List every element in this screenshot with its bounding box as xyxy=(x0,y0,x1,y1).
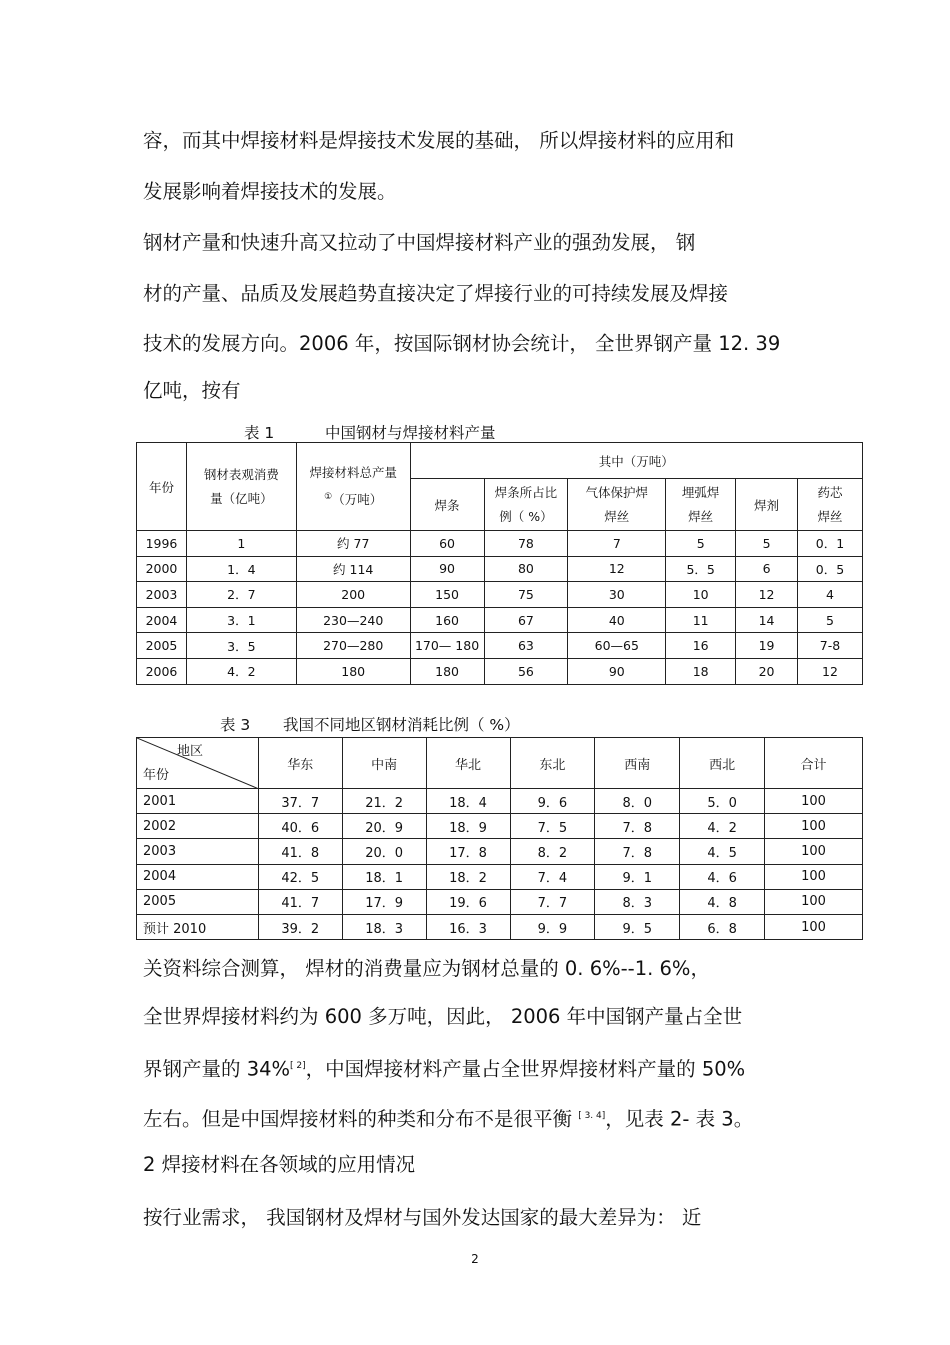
table1-subheader: 焊条 xyxy=(410,479,484,531)
table-row xyxy=(137,556,863,582)
table1-cell: 2004 xyxy=(137,607,187,633)
table1-cell: 270—280 xyxy=(296,633,410,659)
table3-cell: 100 xyxy=(765,839,863,864)
table1-cell: 19 xyxy=(736,633,798,659)
table3-cell: 4．8 xyxy=(680,889,765,914)
table1-cell: 约 77 xyxy=(296,531,410,557)
table1-cell: 1 xyxy=(186,531,296,557)
table-row xyxy=(137,531,863,557)
table1-cell: 150 xyxy=(410,582,484,608)
table3-cell: 37．7 xyxy=(258,789,342,814)
table1-cell: 2006 xyxy=(137,658,187,684)
table1-cell: 12 xyxy=(798,658,863,684)
table3-col-header: 东北 xyxy=(510,738,595,789)
table1-header-steel: 钢材表观消费量（亿吨） xyxy=(186,443,296,531)
table3-cell: 19．6 xyxy=(426,889,510,914)
table1-cell: 63 xyxy=(484,633,568,659)
table1-cell: 11 xyxy=(666,607,736,633)
table3-cell: 9．1 xyxy=(595,864,680,889)
table1-cell: 0．1 xyxy=(798,531,863,557)
table1-cell: 2．7 xyxy=(186,582,296,608)
table3-cell: 20．9 xyxy=(342,814,426,839)
table-row xyxy=(137,607,863,633)
table3-col-header: 合计 xyxy=(765,738,863,789)
table1-subheader: 埋弧焊焊丝 xyxy=(666,479,736,531)
table3-caption-title: 我国不同地区钢材消耗比例（ %） xyxy=(283,716,520,734)
table1-cell: 5 xyxy=(666,531,736,557)
table-row xyxy=(137,914,863,939)
table1-cell: 56 xyxy=(484,658,568,684)
table3-cell: 100 xyxy=(765,789,863,814)
table1-subheader: 气体保护焊焊丝 xyxy=(568,479,666,531)
table3-corner-header xyxy=(137,738,259,789)
table3-cell: 4．6 xyxy=(680,864,765,889)
table3-cell: 40．6 xyxy=(258,814,342,839)
table1-cell: 5 xyxy=(798,607,863,633)
table-row xyxy=(137,864,863,889)
table1-subheader: 焊条所占比例（ %） xyxy=(484,479,568,531)
paragraph-line: 容，而其中焊接材料是焊接技术发展的基础， 所以焊接材料的应用和 xyxy=(143,129,735,152)
table3-cell: 预计 2010 xyxy=(137,914,259,939)
paragraph-line: 技术的发展方向。2006 年，按国际钢材协会统计， 全世界钢产量 12. 39 xyxy=(143,332,781,355)
table3-cell: 8．2 xyxy=(510,839,595,864)
paragraph-line: 材的产量、品质及发展趋势直接决定了焊接行业的可持续发展及焊接 xyxy=(143,282,729,305)
table1-cell: 12 xyxy=(568,556,666,582)
table1-cell: 67 xyxy=(484,607,568,633)
table1-cell: 80 xyxy=(484,556,568,582)
table3 xyxy=(136,737,863,940)
table3-cell: 17．9 xyxy=(342,889,426,914)
citation: [ 2] xyxy=(290,1061,306,1071)
paragraph-line: 关资料综合测算， 焊材的消费量应为钢材总量的 0. 6%--1. 6%， xyxy=(143,957,710,980)
table3-cell: 18．2 xyxy=(426,864,510,889)
table3-header-year: 年份 xyxy=(143,768,170,783)
table3-cell: 4．5 xyxy=(680,839,765,864)
table3-cell: 100 xyxy=(765,814,863,839)
table3-cell: 7．7 xyxy=(510,889,595,914)
table3-col-header: 中南 xyxy=(342,738,426,789)
table3-cell: 41．8 xyxy=(258,839,342,864)
table3-cell: 18．3 xyxy=(342,914,426,939)
table1-caption-title: 中国钢材与焊接材料产量 xyxy=(325,424,496,442)
table1-cell: 2000 xyxy=(137,556,187,582)
table3-cell: 100 xyxy=(765,864,863,889)
table1-cell: 230—240 xyxy=(296,607,410,633)
table3-cell: 7．8 xyxy=(595,839,680,864)
table3-cell: 2003 xyxy=(137,839,259,864)
table1-cell: 160 xyxy=(410,607,484,633)
table1 xyxy=(136,442,863,685)
table3-cell: 2004 xyxy=(137,864,259,889)
table1-cell: 30 xyxy=(568,582,666,608)
table3-cell: 9．5 xyxy=(595,914,680,939)
table-row xyxy=(137,582,863,608)
section-heading: 2 焊接材料在各领域的应用情况 xyxy=(143,1153,416,1176)
table3-col-header: 西北 xyxy=(680,738,765,789)
table3-cell: 7．8 xyxy=(595,814,680,839)
table3-cell: 7．5 xyxy=(510,814,595,839)
paragraph-line: 按行业需求， 我国钢材及焊材与国外发达国家的最大差异为： 近 xyxy=(143,1206,702,1229)
paragraph-line: 钢材产量和快速升高又拉动了中国焊接材料产业的强劲发展， 钢 xyxy=(143,231,696,254)
table1-cell: 16 xyxy=(666,633,736,659)
table1-cell: 60 xyxy=(410,531,484,557)
table3-cell: 5．0 xyxy=(680,789,765,814)
table-row xyxy=(137,889,863,914)
table1-cell: 2003 xyxy=(137,582,187,608)
table3-cell: 20．0 xyxy=(342,839,426,864)
table1-cell: 5 xyxy=(736,531,798,557)
table3-cell: 18．4 xyxy=(426,789,510,814)
table1-cell: 0．5 xyxy=(798,556,863,582)
table1-cell: 1．4 xyxy=(186,556,296,582)
table3-cell: 7．4 xyxy=(510,864,595,889)
table1-cell: 20 xyxy=(736,658,798,684)
paragraph-line: 发展影响着焊接技术的发展。 xyxy=(143,180,397,203)
table3-cell: 16．3 xyxy=(426,914,510,939)
table-row xyxy=(137,789,863,814)
table1-cell: 约 114 xyxy=(296,556,410,582)
table3-cell: 21．2 xyxy=(342,789,426,814)
table1-cell: 78 xyxy=(484,531,568,557)
paragraph-line: 亿吨，按有 xyxy=(143,379,241,402)
table3-cell: 9．6 xyxy=(510,789,595,814)
table1-cell: 12 xyxy=(736,582,798,608)
page-number: 2 xyxy=(471,1252,479,1266)
table1-subheader: 焊剂 xyxy=(736,479,798,531)
table3-col-header: 西南 xyxy=(595,738,680,789)
table1-cell: 4 xyxy=(798,582,863,608)
table1-cell: 7-8 xyxy=(798,633,863,659)
table3-cell: 42．5 xyxy=(258,864,342,889)
table1-cell: 3．1 xyxy=(186,607,296,633)
table1-cell: 200 xyxy=(296,582,410,608)
table1-cell: 14 xyxy=(736,607,798,633)
table1-cell: 5．5 xyxy=(666,556,736,582)
table3-cell: 18．9 xyxy=(426,814,510,839)
table1-cell: 60—65 xyxy=(568,633,666,659)
table3-header-region: 地区 xyxy=(177,744,204,759)
table-row xyxy=(137,814,863,839)
table1-cell: 1996 xyxy=(137,531,187,557)
paragraph-line: 界钢产量的 34%[ 2]，中国焊接材料产量占全世界焊接材料产量的 50% xyxy=(143,1057,746,1081)
citation: [ 3. 4] xyxy=(578,1111,606,1121)
table1-cell: 40 xyxy=(568,607,666,633)
table3-col-header: 华东 xyxy=(258,738,342,789)
table1-caption-number: 表 1 xyxy=(244,424,275,442)
table1-cell: 6 xyxy=(736,556,798,582)
table1-cell: 10 xyxy=(666,582,736,608)
table3-cell: 100 xyxy=(765,889,863,914)
table3-cell: 6．8 xyxy=(680,914,765,939)
table3-cell: 4．2 xyxy=(680,814,765,839)
table1-cell: 170— 180 xyxy=(410,633,484,659)
table3-col-header: 华北 xyxy=(426,738,510,789)
table1-cell: 180 xyxy=(296,658,410,684)
table3-cell: 41．7 xyxy=(258,889,342,914)
table1-cell: 180 xyxy=(410,658,484,684)
table3-cell: 8．3 xyxy=(595,889,680,914)
table1-cell: 3．5 xyxy=(186,633,296,659)
table3-cell: 39．2 xyxy=(258,914,342,939)
table3-cell: 8．0 xyxy=(595,789,680,814)
table1-cell: 2005 xyxy=(137,633,187,659)
table1-header-total: 焊接材料总产量①（万吨） xyxy=(296,443,410,531)
table3-cell: 100 xyxy=(765,914,863,939)
table1-cell: 75 xyxy=(484,582,568,608)
table1-cell: 7 xyxy=(568,531,666,557)
table1-cell: 18 xyxy=(666,658,736,684)
table3-cell: 2002 xyxy=(137,814,259,839)
table1-cell: 90 xyxy=(410,556,484,582)
paragraph-line: 左右。但是中国焊接材料的种类和分布不是很平衡 [ 3. 4]，见表 2- 表 3。 xyxy=(143,1107,754,1131)
table1-cell: 4．2 xyxy=(186,658,296,684)
table3-cell: 2001 xyxy=(137,789,259,814)
table-row xyxy=(137,839,863,864)
table3-cell: 17．8 xyxy=(426,839,510,864)
paragraph-line: 全世界焊接材料约为 600 多万吨，因此， 2006 年中国钢产量占全世 xyxy=(143,1005,743,1028)
table3-cell: 9．9 xyxy=(510,914,595,939)
table1-cell: 90 xyxy=(568,658,666,684)
table1-header-year: 年份 xyxy=(137,443,187,531)
table-row xyxy=(137,633,863,659)
table1-header-among: 其中（万吨） xyxy=(410,443,862,479)
table-row xyxy=(137,658,863,684)
table3-caption-number: 表 3 xyxy=(220,716,251,734)
table3-cell: 18．1 xyxy=(342,864,426,889)
table3-cell: 2005 xyxy=(137,889,259,914)
table1-subheader: 药芯焊丝 xyxy=(798,479,863,531)
